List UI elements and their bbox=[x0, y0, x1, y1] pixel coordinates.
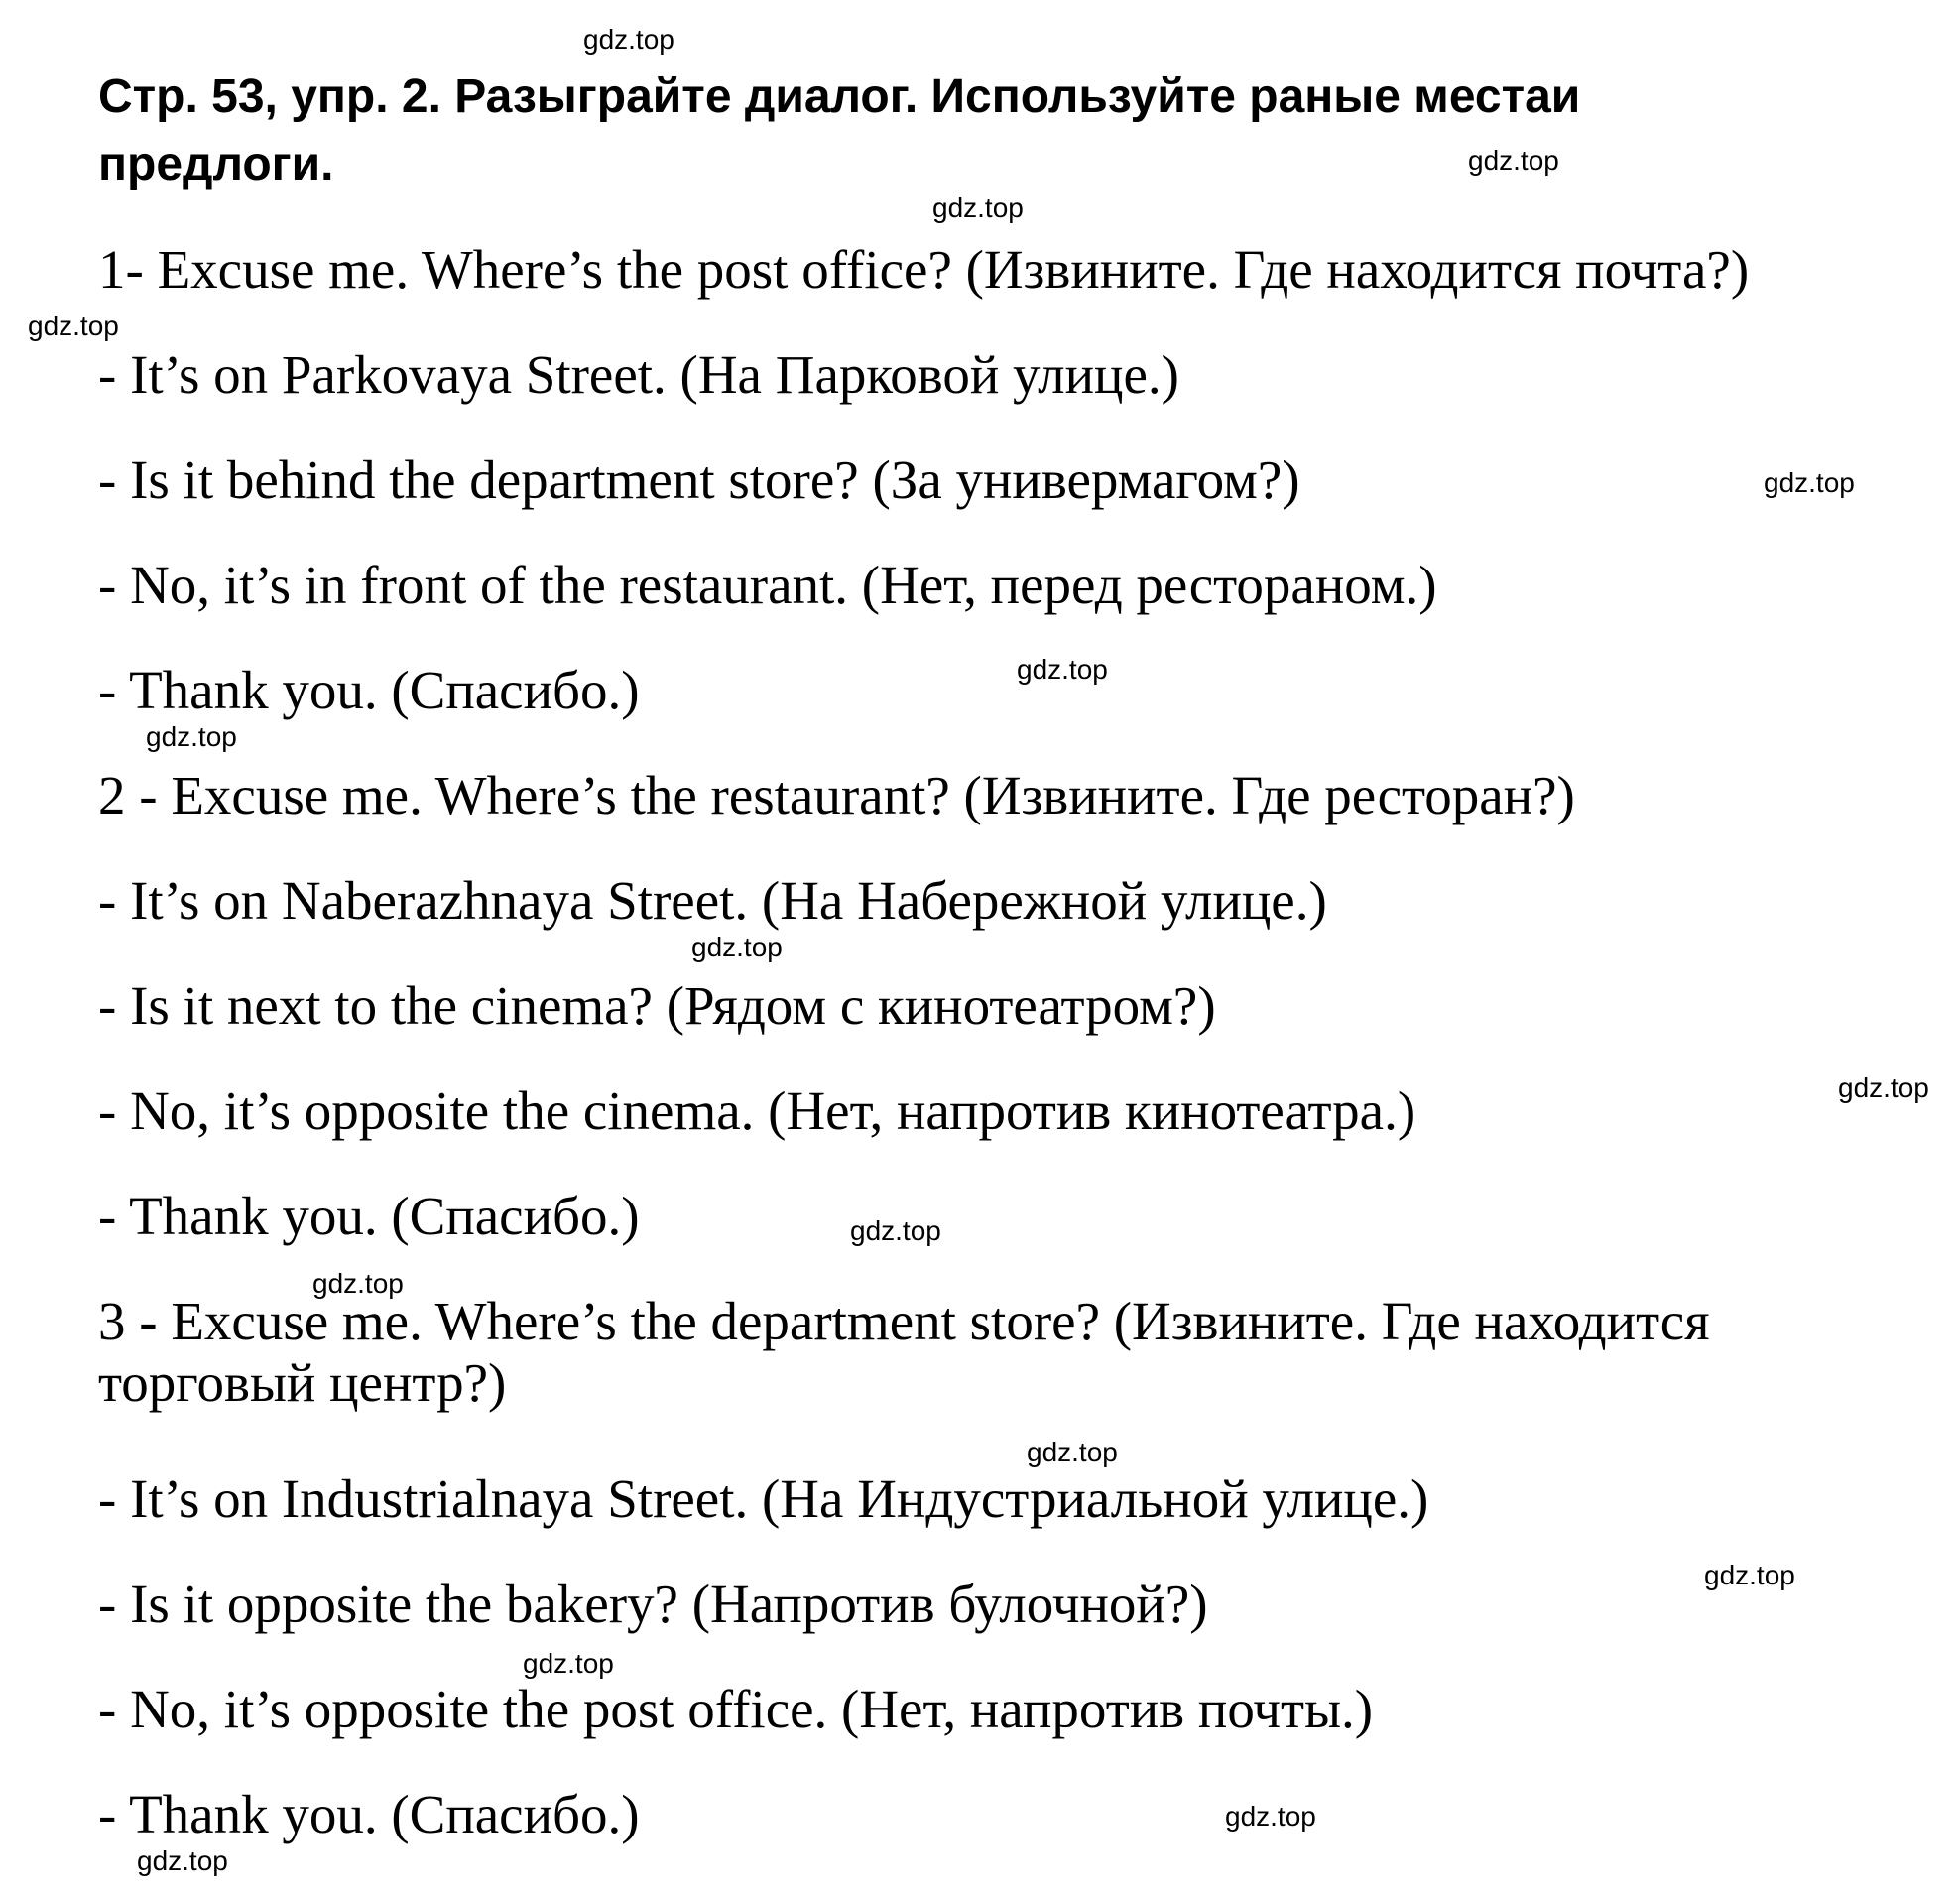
dialogue-line: 2 - Excuse me. Where’s the restaurant? (Извините. Где ресторан?) bbox=[98, 765, 1575, 825]
page-title: Стр. 53, упр. 2. Разыграйте диалог. Используйте раные местаи предлоги. bbox=[98, 70, 1581, 190]
watermark: gdz.top bbox=[523, 1648, 614, 1679]
dialogue-line: - Thank you. (Спасибо.) bbox=[98, 660, 640, 720]
watermark: gdz.top bbox=[691, 932, 783, 962]
watermark: gdz.top bbox=[146, 721, 237, 752]
dialogue-line: - It’s on Parkovaya Street. (На Парковой улице.) bbox=[98, 344, 1179, 405]
dialogue-line: - Thank you. (Спасибо.) bbox=[98, 1186, 640, 1246]
watermark: gdz.top bbox=[850, 1215, 941, 1246]
dialogue-line: - Thank you. (Спасибо.) bbox=[98, 1784, 640, 1844]
watermark: gdz.top bbox=[312, 1268, 404, 1299]
dialogue-line: - Is it next to the cinema? (Рядом с кинотеатром?) bbox=[98, 975, 1216, 1036]
dialogue-line: - Is it behind the department store? (За универмагом?) bbox=[98, 449, 1300, 510]
watermark: gdz.top bbox=[1468, 145, 1559, 176]
dialogue-line: 3 - Excuse me. Where’s the department store? (Извините. Где находится торговый центр?) bbox=[98, 1291, 1710, 1413]
watermark: gdz.top bbox=[1838, 1073, 1929, 1103]
dialogue-line: - It’s on Naberazhnaya Street. (На Набережной улице.) bbox=[98, 870, 1327, 931]
watermark: gdz.top bbox=[932, 192, 1024, 223]
watermark: gdz.top bbox=[1704, 1560, 1795, 1590]
dialogue-line: 1- Excuse me. Where’s the post office? (Извините. Где находится почта?) bbox=[98, 239, 1750, 300]
watermark: gdz.top bbox=[1017, 654, 1108, 685]
dialogue-line: - It’s on Industrialnaya Street. (На Индустриальной улице.) bbox=[98, 1468, 1429, 1529]
watermark: gdz.top bbox=[137, 1845, 228, 1876]
watermark: gdz.top bbox=[1225, 1801, 1316, 1832]
dialogue-line: - Is it opposite the bakery? (Напротив булочной?) bbox=[98, 1574, 1208, 1634]
watermark: gdz.top bbox=[1764, 467, 1855, 498]
watermark: gdz.top bbox=[28, 311, 119, 341]
dialogue-line: - No, it’s opposite the post office. (Нет, напротив почты.) bbox=[98, 1679, 1374, 1739]
dialogue-line: - No, it’s in front of the restaurant. (Нет, перед рестораном.) bbox=[98, 555, 1437, 615]
watermark: gdz.top bbox=[1027, 1437, 1118, 1467]
watermark: gdz.top bbox=[583, 24, 674, 55]
dialogue-line: - No, it’s opposite the cinema. (Нет, напротив кинотеатра.) bbox=[98, 1080, 1416, 1141]
